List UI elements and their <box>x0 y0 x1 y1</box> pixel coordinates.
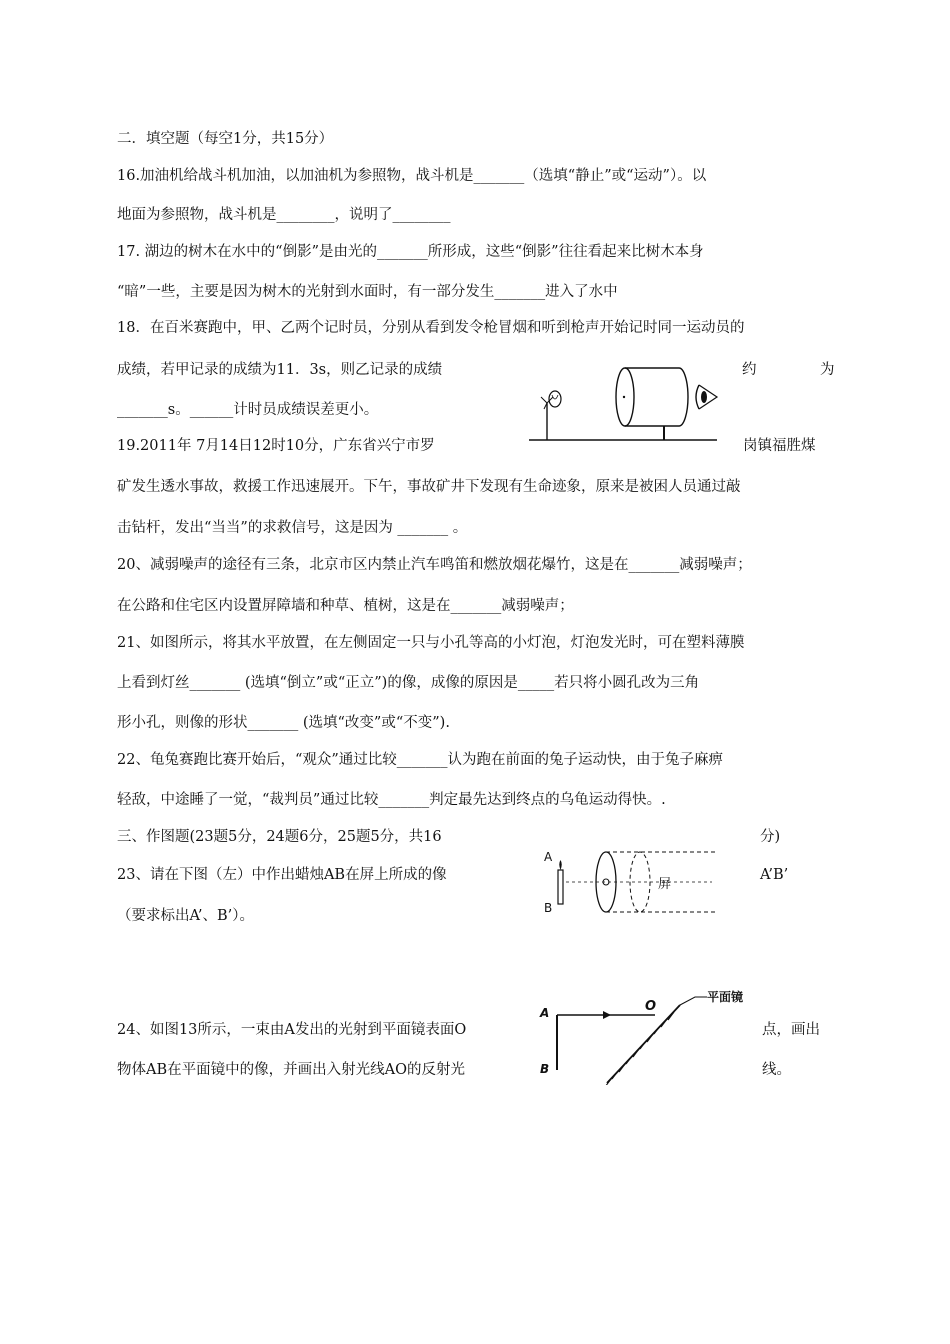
q19-line1-right: 岗镇福胜煤 <box>743 438 816 454</box>
fig24-label-mirror: 平面镜 <box>707 990 744 1004</box>
fig24-label-o: O <box>645 999 657 1014</box>
q18-line3: _______s。______计时员成绩误差更小。 <box>117 402 379 418</box>
plane-mirror-figure <box>535 985 770 1089</box>
q18-line2-left: 成绩，若甲记录的成绩为11．3s，则乙记录的成绩 <box>117 362 443 378</box>
q24-line1-right: 点，画出 <box>762 1022 820 1038</box>
q17-line1: 17. 湖边的树木在水中的“倒影”是由光的_______所形成，这些“倒影”往往看起来比树木本身 <box>117 244 704 260</box>
q19-line3: 击钻杆，发出“当当”的求救信号，这是因为 _______ 。 <box>117 520 468 536</box>
section3-heading-right: 分) <box>760 829 781 845</box>
q16-line2: 地面为参照物，战斗机是________，说明了________ <box>117 207 451 223</box>
q19-line2: 矿发生透水事故，救援工作迅速展开。下午，事故矿井下发现有生命迹象，原来是被困人员通过敲 <box>117 479 741 495</box>
q20-line1: 20、减弱噪声的途径有三条，北京市区内禁止汽车鸣笛和燃放烟花爆竹，这是在_______减弱噪声； <box>117 557 752 573</box>
q16-line1: 16.加油机给战斗机加油，以加油机为参照物，战斗机是_______（选填“静止”或“运动”）。以 <box>117 168 707 184</box>
q17-line2: “暗”一些，主要是因为树木的光射到水面时，有一部分发生_______进入了水中 <box>117 284 618 300</box>
q24-line2-right: 线。 <box>762 1062 791 1078</box>
section2-heading: 二．填空题（每空1分，共15分） <box>117 131 334 147</box>
fig23-label-a: A <box>544 850 553 864</box>
q18-line2-r1: 约 <box>742 362 757 378</box>
q22-line1: 22、龟兔赛跑比赛开始后，“观众”通过比较_______认为跑在前面的兔子运动快，由于兔子麻痹 <box>117 752 724 768</box>
q23-line1-right: A’B’ <box>760 867 789 883</box>
section3-heading-left: 三、作图题(23题5分，24题6分，25题5分，共16 <box>117 829 442 845</box>
q23-line2: （要求标出A’、B’）。 <box>117 908 254 924</box>
q20-line2: 在公路和住宅区内设置屏障墙和种草、植树，这是在_______减弱噪声； <box>117 598 574 614</box>
q24-line2-left: 物体AB在平面镜中的像，并画出入射光线AO的反射光 <box>117 1062 465 1078</box>
fig24-label-a: A <box>540 1006 550 1020</box>
q24-line1-left: 24、如图13所示，一束由A发出的光射到平面镜表面O <box>117 1022 467 1038</box>
candle-screen-figure <box>540 846 740 926</box>
q18-line2-r2: 为 <box>820 362 835 378</box>
fig24-label-b: B <box>540 1062 550 1076</box>
q22-line2: 轻敌，中途睡了一觉，“裁判员”通过比较_______判定最先达到终点的乌龟运动得快。. <box>117 792 666 808</box>
q19-line1-left: 19.2011年 7月14日12时10分，广东省兴宁市罗 <box>117 438 435 454</box>
q21-line2: 上看到灯丝_______ (选填“倒立”或“正立”)的像，成像的原因是_____若只将小圆孔改为三角 <box>117 675 700 691</box>
pinhole-camera-figure <box>527 355 727 451</box>
q18-line1: 18．在百米赛跑中，甲、乙两个记时员，分别从看到发令枪冒烟和听到枪声开始记时同一运动员的 <box>117 320 745 336</box>
q21-line1: 21、如图所示，将其水平放置，在左侧固定一只与小孔等高的小灯泡，灯泡发光时，可在塑料薄膜 <box>117 635 745 651</box>
fig23-label-b: B <box>544 901 553 915</box>
fig23-label-screen: 屏 <box>658 877 672 892</box>
q23-line1-left: 23、请在下图（左）中作出蜡烛AB在屏上所成的像 <box>117 867 447 883</box>
q21-line3: 形小孔，则像的形状_______ (选填“改变”或“不变”). <box>117 715 450 731</box>
